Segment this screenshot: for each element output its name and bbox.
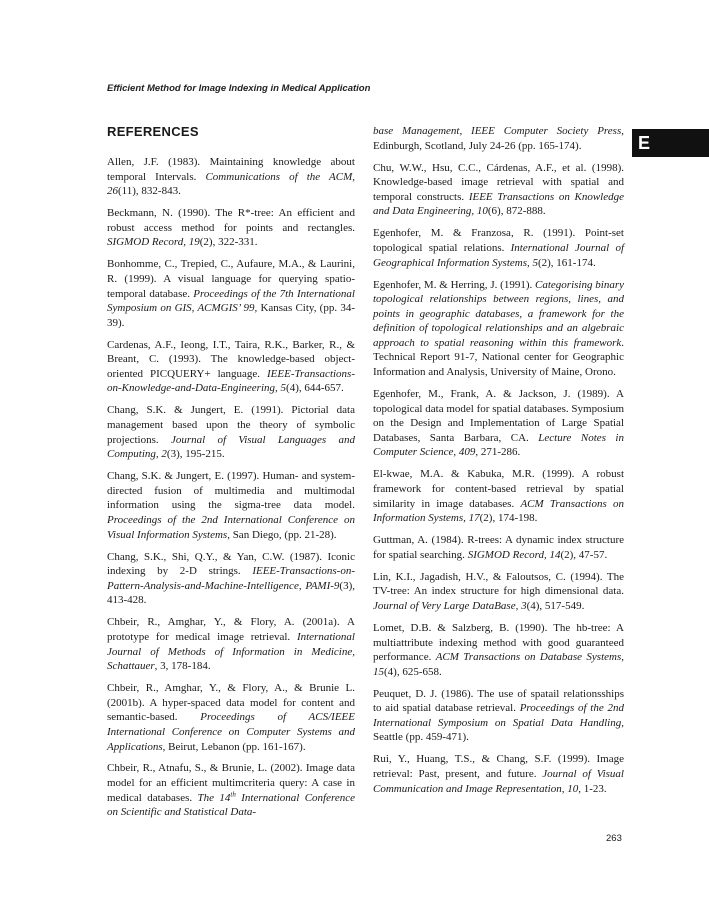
reference-source-text: th <box>230 790 236 799</box>
reference-entry <box>373 226 624 270</box>
reference-source-text: SIGMOD Record, 14 <box>467 548 561 561</box>
reference-entry <box>373 387 624 460</box>
reference-entry <box>373 687 624 745</box>
reference-source-text: IEEE Transactions on Knowledge and Data Engineering, 10 <box>373 190 625 218</box>
reference-text: , 271-286. <box>475 446 521 459</box>
reference-source-text: Communications of the ACM, 26 <box>107 170 355 198</box>
reference-entry <box>373 570 624 614</box>
reference-entry <box>107 338 355 396</box>
reference-source-text: Proceedings of the 2nd International Symposium on Spatial Data Handling <box>373 702 624 729</box>
reference-entry <box>107 550 355 608</box>
reference-source-text: ACM Transactions on Database Systems, 15 <box>373 651 624 678</box>
reference-text: (6), 872-888. <box>487 205 546 218</box>
reference-source-text: Categorising binary topological relationships between regions, lines, and points in geographic databases, a framework for the definition of topological relationships and an algebraic approach to spatial reasoning within this framework <box>373 278 624 349</box>
reference-entry <box>107 761 355 819</box>
reference-text: El-kwae, M.A. & Kabuka, M.R. (1999). A robust framework for content-based retrieval by spatial similarity in image databases. <box>373 468 624 510</box>
reference-text: Beckmann, N. (1990). The R*-tree: An efficient and robust access method for points and rectangles. <box>107 207 355 234</box>
reference-text: , 3, 178-184. <box>154 660 211 673</box>
reference-source-text: SIGMOD Record, 19 <box>107 236 200 249</box>
reference-text: Chang, S.K., Shi, Q.Y., & Yan, C.W. (1987). Iconic indexing by 2-D strings. <box>107 550 355 578</box>
reference-text: (11), 832-843. <box>118 185 181 198</box>
reference-text: Lin, K.I., Jagadish, H.V., & Faloutsos, C. (1994). The TV-tree: An index structure for high dimensional data. <box>373 570 624 598</box>
reference-entry <box>373 752 624 796</box>
running-head: Efficient Method for Image Indexing in Medical Application <box>107 83 371 94</box>
left-reference-list <box>107 155 355 820</box>
reference-text: (2), 47-57. <box>560 548 608 561</box>
reference-source-text: Journal of Visual Languages and Computing, 2 <box>107 433 355 461</box>
reference-entry <box>373 533 624 562</box>
reference-entry <box>107 469 355 542</box>
reference-text: Chang, S.K. & Jungert, E. (1997). Human- and system-directed fusion of multimedia and multimodal information using the sigma-tree data model. <box>107 470 355 512</box>
reference-source-text: International Conference on Scientific and Statistical Data- <box>107 791 355 819</box>
reference-text: , San Diego, (pp. 21-28). <box>227 528 337 541</box>
reference-text: Lomet, D.B. & Salzberg, B. (1990). The hb-tree: A multiattribute indexing method with good guaranteed performance. <box>373 621 624 664</box>
page-number: 263 <box>606 833 622 844</box>
reference-source-text: International Journal of Geographical Information Systems, 5 <box>373 241 624 269</box>
reference-source-text: Journal of Very Large DataBase, 3 <box>373 599 527 612</box>
reference-source-text: Proceedings of the 2nd International Conference on Visual Information Systems <box>107 514 355 541</box>
reference-source-text: Proceedings of ACS/IEEE International Conference on Computer Systems and Applications <box>107 711 355 753</box>
reference-entry <box>107 403 355 461</box>
reference-text: , Edinburgh, Scotland, July 24-26 (pp. 165-174). <box>373 125 624 152</box>
reference-entry <box>373 278 624 380</box>
reference-text: Chbeir, R., Amghar, Y., & Flory, A., & Brunie L. (2001b). A hyper-spaced data model for content and semantic-based. <box>107 682 355 724</box>
reference-entry <box>373 621 624 679</box>
reference-text: (4), 517-549. <box>526 599 585 612</box>
reference-text: Guttman, A. (1984). R-trees: A dynamic index structure for spatial searching. <box>373 534 624 561</box>
reference-entry <box>107 615 355 673</box>
reference-text: Bonhomme, C., Trepied, C., Aufaure, M.A., & Laurini, R. (1999). A visual language for querying spatio-temporal database. <box>107 258 355 300</box>
reference-entry <box>107 155 355 199</box>
reference-entry <box>107 257 355 330</box>
section-tab-letter: E <box>632 129 709 157</box>
reference-text: , Seattle (pp. 459-471). <box>373 716 624 744</box>
reference-text: Rui, Y., Huang, T.S., & Chang, S.F. (1999). Image retrieval: Past, present, and future. <box>373 753 624 781</box>
reference-source-text: The 14 <box>197 791 231 804</box>
reference-text: , Beirut, Lebanon (pp. 161-167). <box>162 740 306 753</box>
reference-source-text: ACM Transactions on Information Systems, 17 <box>373 497 624 525</box>
reference-text: Allen, J.F. (1983). Maintaining knowledge about temporal Intervals. <box>107 156 355 183</box>
reference-text: Chbeir, R., Amghar, Y., & Flory, A. (2001a). A prototype for medical image retrieval. <box>107 616 355 643</box>
reference-entry <box>107 206 355 250</box>
reference-text: Cardenas, A.F., Ieong, I.T., Taira, R.K., Barker, R., & Breant, C. (1993). The knowledge-based object-oriented PICQUERY+ language. <box>107 338 355 380</box>
reference-text: , 1-23. <box>578 782 607 795</box>
reference-text: (2), 322-331. <box>199 236 258 249</box>
reference-source-text: International Journal of Methods of Information in Medicine, Schattauer <box>107 630 355 673</box>
references-right-column <box>373 124 624 804</box>
reference-source-text: base Management, IEEE Computer Society Press <box>373 125 622 137</box>
reference-text: Chu, W.W., Hsu, C.C., Cárdenas, A.F., et al. (1998). Knowledge-based image retrieval with spatial and temporal constructs. <box>373 161 624 203</box>
right-reference-list <box>373 124 624 796</box>
reference-text: Kansas City, (pp. 34-39). <box>107 302 355 329</box>
reference-entry <box>107 681 355 754</box>
reference-source-text: Proceedings of the 7th International Symposium on GIS, ACMGIS’ 99, <box>107 287 355 315</box>
reference-text: Peuquet, D. J. (1986). The use of spatail relationsships to aid spatial database retrieval. <box>373 687 624 715</box>
reference-text: Chang, S.K. & Jungert, E. (1991). Pictorial data management based upon the theory of symbolic projections. <box>107 404 355 446</box>
references-heading: REFERENCES <box>107 124 199 139</box>
reference-entry <box>373 161 624 219</box>
reference-text: Egenhofer, M., Frank, A. & Jackson, J. (1989). A topological data model for spatial databases. Symposium on the Design and Implementation of Large Spatial Databases, Santa Barbara, CA. <box>373 388 624 444</box>
references-left-column <box>107 125 355 827</box>
reference-text: (2), 174-198. <box>479 512 538 525</box>
reference-text: (3), 413-428. <box>107 579 355 607</box>
reference-text: (4), 644-657. <box>286 382 344 395</box>
reference-source-text: IEEE-Transactions-on-Pattern-Analysis-and-Machine-Intelligence, PAMI-9 <box>107 565 355 592</box>
reference-source-text: IEEE-Transactions-on-Knowledge-and-Data-Engineering, 5 <box>107 367 355 395</box>
reference-source-text: Journal of Visual Communication and Image Representation, 10 <box>373 768 624 795</box>
reference-entry <box>373 467 624 525</box>
reference-text: (2), 161-174. <box>537 256 596 269</box>
reference-text: (3), 195-215. <box>166 448 225 461</box>
reference-text: Egenhofer, M. & Herring, J. (1991). <box>373 278 536 291</box>
reference-text: Egenhofer, M. & Franzosa, R. (1991). Point-set topological spatial relations. <box>373 227 624 254</box>
reference-source-text: Lecture Notes in Computer Science, 409 <box>373 431 624 459</box>
reference-text: Chbeir, R., Atnafu, S., & Brunie, L. (2002). Image data model for an efficient multimcriteria query: A case in medical databases. <box>107 762 355 804</box>
reference-text: . Technical Report 91-7, National center for Geographic Information and Analysis, University of Maine, Orono. <box>373 336 624 379</box>
reference-text: (4), 625-658. <box>384 665 442 678</box>
reference-entry <box>373 124 624 153</box>
